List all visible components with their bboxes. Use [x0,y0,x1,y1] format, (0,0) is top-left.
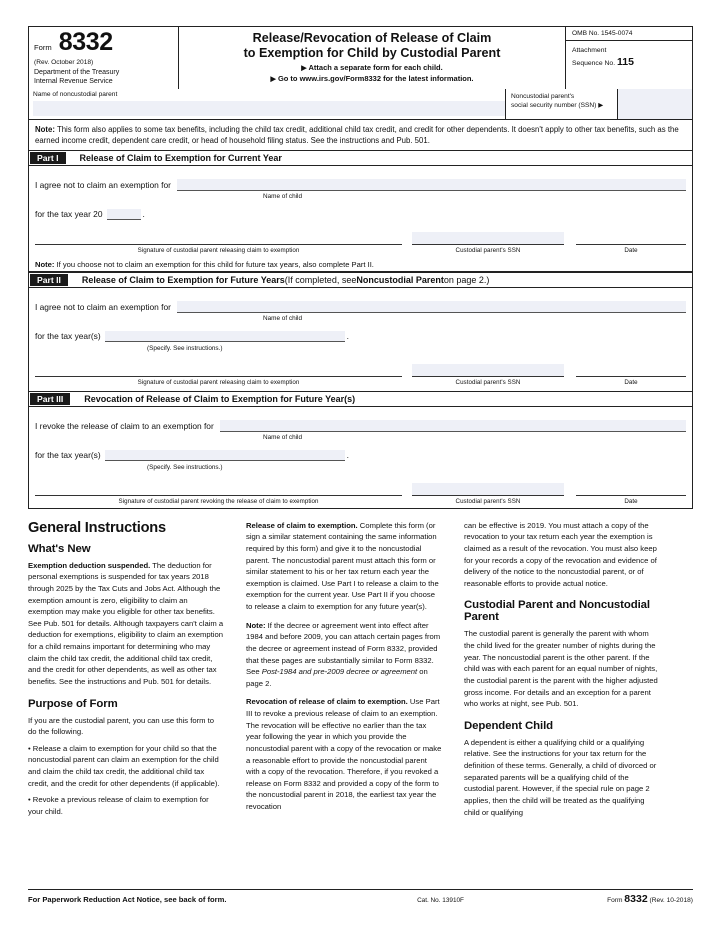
form-identity-block [29,27,179,89]
part-2-title [68,273,490,287]
footer-form-revision: (Rev. 10-2018) [649,897,693,904]
part-3-agree-text: I revoke the release of claim to an exemption for [35,420,214,431]
attach-instruction-text: Attach a separate form for each child. [308,62,443,72]
department-line-2: Internal Revenue Service [34,77,113,85]
part-3-date-group [576,483,686,505]
part-3-date-input[interactable] [576,483,686,496]
part-1-signature-group [35,232,402,254]
exemption-suspended-text: The deduction for personal exemptions is suspended for tax years 2018 through 2025 by the Tax Cuts and Jobs Act. Although the exemption amount is zero, eligibility to claim an exemption may make you eligible for other tax benefits. See Pub. 501 for details. Although taxpayers can't claim a deduction for exemptions, eligibility to claim an exemption for a child remains important for determining who may claim the child tax credit, the additional child tax credit, and the credit for other dependents, as well as other tax benefits. See the instructions and Pub. 501 for details. [28,560,224,686]
part-1-date-caption: Date [624,246,638,254]
part-1-child-name-input[interactable] [177,179,686,191]
omb-number: OMB No. 1545-0074 [566,27,692,41]
decree-note-paragraph [246,620,442,690]
paperwork-notice: For Paperwork Reduction Act Notice, see back of form. [28,895,227,904]
part-1-signature-caption: Signature of custodial parent releasing claim to exemption [137,246,300,254]
form-number: 8332 [58,28,113,56]
custodial-parent-heading: Custodial Parent and Noncustodial Parent [464,599,650,624]
department-line-1: Department of the Treasury [34,69,120,76]
website-instruction-text: Go to www.irs.gov/Form8332 for the latest information. [277,73,474,83]
attachment-label: Attachment [572,47,607,54]
part-2-child-name-caption: Name of child [262,314,303,322]
top-note-text: This form also applies to some tax benefits, including the child tax credit, additional child tax credit, and credit for other dependents. It doesn't apply to other tax benefits, such as the earned income credit, dependent care credit, or head of household filing status. See the instructions and Pub. 501. [35,124,679,145]
taxpayer-identity-strip [28,89,693,120]
part-1-title: Release of Claim to Exemption for Current Year [79,152,282,163]
part-2-agree-text: I agree not to claim an exemption for [35,301,171,312]
form-title-line-1: Release/Revocation of Release of Claim [252,31,492,45]
part-2-signature-group [35,364,402,386]
part-1-period: . [142,208,145,219]
website-instruction [183,74,561,83]
part-3-signature-caption: Signature of custodial parent revoking the release of claim to exemption [118,497,319,505]
form-header [28,26,693,89]
top-note-label: Note: [35,124,55,134]
ssn-label-line-1: Noncustodial parent's [511,92,575,100]
sequence-label: Sequence No. [572,60,616,68]
part-1-date-input[interactable] [576,232,686,245]
part-2-date-input[interactable] [576,364,686,377]
footer-form-label: Form [607,897,623,904]
form-footer [28,889,693,905]
form-label: Form [34,43,52,52]
arrow-right-icon: ▶ [598,102,604,110]
part-2-tag: Part II [30,274,68,286]
part-3-body [28,407,693,508]
part-1-year-text: for the tax year 20 [35,208,103,219]
part-3-child-name-input[interactable] [220,420,686,432]
part-1-custodial-ssn-input[interactable] [412,232,564,245]
noncustodial-parent-ssn-input[interactable] [618,89,692,119]
part-3-signature-group [35,483,402,505]
whats-new-heading: What's New [28,542,91,555]
part-2-title-paren-b: on page 2.) [443,274,490,285]
form-title-line-2: to Exemption for Child by Custodial Parent [243,45,501,60]
part-2-header [28,272,693,288]
arrow-right-icon: ▶ [270,75,276,83]
part-3-title: Revocation of Release of Claim to Exemption for Future Year(s) [84,393,356,404]
part-1-ssn-caption: Custodial parent's SSN [455,246,521,254]
release-of-claim-paragraph [246,520,442,613]
instructions-column-1 [28,520,224,875]
part-2-title-paren-a: (If completed, see [284,274,357,285]
part-3-signature-input[interactable] [35,483,402,496]
part-2-year-text: for the tax year(s) [35,330,101,341]
part-3-year-text: for the tax year(s) [35,449,101,460]
noncustodial-parent-name-label: Name of noncustodial parent [33,90,118,98]
part-3-ssn-group [412,483,564,505]
noncustodial-parent-name-input[interactable] [33,101,505,116]
part-1-note-text: If you choose not to claim an exemption for this child for future tax years, also complete Part II. [54,259,374,269]
exemption-suspended-paragraph [28,560,224,688]
noncustodial-parent-ssn-label [506,89,618,119]
purpose-bullet-release: • Release a claim to exemption for your child so that the noncustodial parent can claim an exemption for the child and claim the child tax credit, the additional child tax credit, and the credit for other dependents (if applicable). [28,743,220,788]
noncustodial-parent-name-cell [29,89,506,119]
part-3-ssn-caption: Custodial parent's SSN [455,497,521,505]
ssn-label-line-2: social security number (SSN) [511,102,597,110]
part-3-specify-caption: (Specify. See instructions.) [147,463,223,471]
part-3-tag: Part III [30,393,70,405]
part-3-header [28,391,693,407]
part-3-tax-years-input[interactable] [105,450,345,461]
part-3-child-name-caption: Name of child [262,433,303,441]
arrow-right-icon: ▶ [301,64,307,72]
form-revision: (Rev. October 2018) [34,59,94,66]
part-1-tag: Part I [30,152,66,164]
part-2-signature-caption: Signature of custodial parent releasing claim to exemption [137,378,300,386]
exemption-suspended-lead: Exemption deduction suspended. [28,560,151,570]
revocation-paragraph [246,696,442,812]
decree-note-label: Note: [246,620,266,630]
part-2-body [28,288,693,391]
part-2-title-bold: Noncustodial Parent [356,274,444,285]
decree-note-text: If the decree or agreement went into effect after 1984 and before 2009, you can attach certain pages from the decree or agreement instead of Form 8332, provided that these pages are substantially similar to Form 8332. See [246,620,441,677]
general-instructions-heading: General Instructions [28,519,166,536]
part-2-period: . [346,330,349,341]
part-1-note-label: Note: [35,259,55,269]
instructions-column-3 [464,520,660,875]
catalog-number: Cat. No. 13910F [417,897,464,904]
footer-form-number: 8332 [624,893,648,905]
part-2-title-main: Release of Claim to Exemption for Future Years [81,274,285,285]
part-2-specify-caption: (Specify. See instructions.) [147,344,223,352]
part-2-date-caption: Date [624,378,638,386]
part-1-header [28,150,693,166]
part-2-ssn-caption: Custodial parent's SSN [455,378,521,386]
purpose-bullet-revoke: • Revoke a previous release of claim to exemption for your child. [28,795,209,816]
part-1-ssn-group [412,232,564,254]
part-2-custodial-ssn-input[interactable] [412,364,564,377]
part-1-note [28,259,693,272]
revocation-lead: Revocation of release of claim to exemption. [246,697,408,707]
part-3-date-caption: Date [624,497,638,505]
dependent-child-heading: Dependent Child [464,719,553,732]
part-2-date-group [576,364,686,386]
revocation-text: Use Part III to revoke a previous release of claim to an exemption. The revocation will be effective no earlier than the tax year following the year in which you provide the noncustodial parent with a copy of the revocation or make a reasonable effort to provide the noncustodial parent with a copy of the revocation. Therefore, if you revoked a release on Form 8332 and provided a copy of the form to the noncustodial parent in 2018, the earliest tax year the revocation [246,697,442,811]
part-1-signature-input[interactable] [35,232,402,245]
part-1-child-name-caption: Name of child [262,192,303,200]
part-3-period: . [346,449,349,460]
form-title-block [179,27,566,89]
dependent-child-paragraph: A dependent is either a qualifying child or a qualifying relative. See the instructions for your tax return for the definition of these terms. Generally, a child of divorced or separated parents will be a qualifying child of the custodial parent. However, if the special rule on page 2 applies, then the child will be treated as the qualifying child or qualifying [464,737,657,817]
footer-form-identity [607,893,693,905]
release-of-claim-text: Complete this form (or sign a similar statement containing the same information required by this form) and give it to the noncustodial parent. The noncustodial parent must attach this form or similar statement to his or her tax return each year the exemption is claimed. Use Part I to release a claim to the exemption for the current year. Use Part II if you choose to release a claim to exemption for any future year(s). [246,520,439,611]
part-3-custodial-ssn-input[interactable] [412,483,564,496]
attach-instruction [183,63,561,72]
part-1-date-group [576,232,686,254]
part-2-tax-years-input[interactable] [105,331,345,342]
part-1-body [28,166,693,259]
part-2-child-name-input[interactable] [177,301,686,313]
decree-note-tail: on page 2. [246,667,428,688]
general-instructions [28,520,693,875]
custodial-parent-paragraph: The custodial parent is generally the parent with whom the child lived for the greater number of nights during the year. The noncustodial parent is the other parent. If the child was with each parent for an equal number of nights, the custodial parent is the parent with the higher adjusted gross income. For details and an exception for a parent who works at night, see Pub. 501. [464,629,658,709]
noncustodial-parent-ssn-cell [506,89,692,119]
top-note [28,120,693,150]
attachment-sequence [566,41,692,72]
release-of-claim-lead: Release of claim to exemption. [246,520,358,530]
omb-block [566,27,692,89]
part-2-ssn-group [412,364,564,386]
part-1-agree-text: I agree not to claim an exemption for [35,179,171,190]
purpose-of-form-heading: Purpose of Form [28,697,118,710]
decree-note-italic-ref: Post-1984 and pre-2009 decree or agreement [261,667,418,677]
sequence-number: 115 [616,56,634,69]
purpose-intro-paragraph: If you are the custodial parent, you can use this form to do the following. [28,715,215,737]
instructions-column-2 [246,520,442,875]
part-1-tax-year-input[interactable] [107,209,141,220]
part-2-signature-input[interactable] [35,364,402,377]
revocation-continued-paragraph: can be effective is 2019. You must attach a copy of the revocation to your tax return each year the exemption is claimed as a result of the revocation. You must also keep for your records a copy of the revocation and evidence of delivery of the notice to the noncustodial parent, or of reasonable efforts to provide actual notice. [464,520,657,588]
